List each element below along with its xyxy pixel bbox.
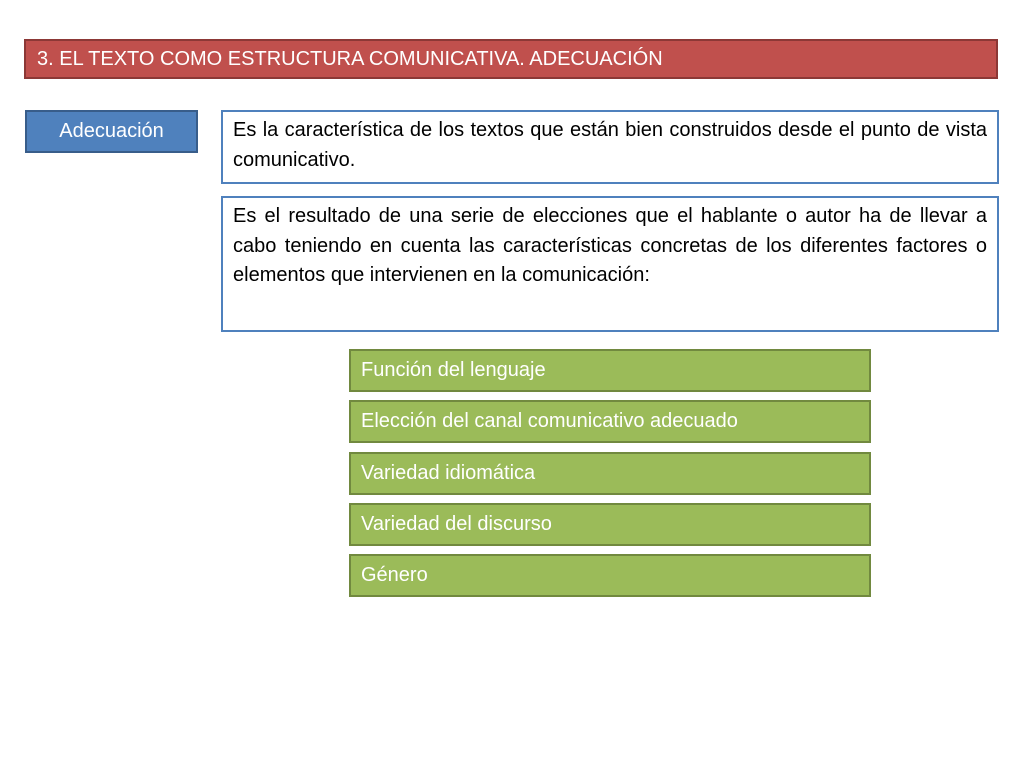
term-label-adecuacion: Adecuación [25,110,198,153]
slide-title: 3. EL TEXTO COMO ESTRUCTURA COMUNICATIVA. ADECUACIÓN [24,39,998,79]
factor-funcion-del-lenguaje: Función del lenguaje [349,349,871,392]
factor-variedad-del-discurso: Variedad del discurso [349,503,871,546]
factor-variedad-idiomatica: Variedad idiomática [349,452,871,495]
definition-box-1: Es la característica de los textos que están bien construidos desde el punto de vista comunicativo. [221,110,999,184]
factor-genero: Género [349,554,871,597]
factor-eleccion-del-canal: Elección del canal comunicativo adecuado [349,400,871,443]
definition-box-2: Es el resultado de una serie de elecciones que el hablante o autor ha de llevar a cabo teniendo en cuenta las características concretas de los diferentes factores o elementos que intervienen en la comunicación: [221,196,999,332]
